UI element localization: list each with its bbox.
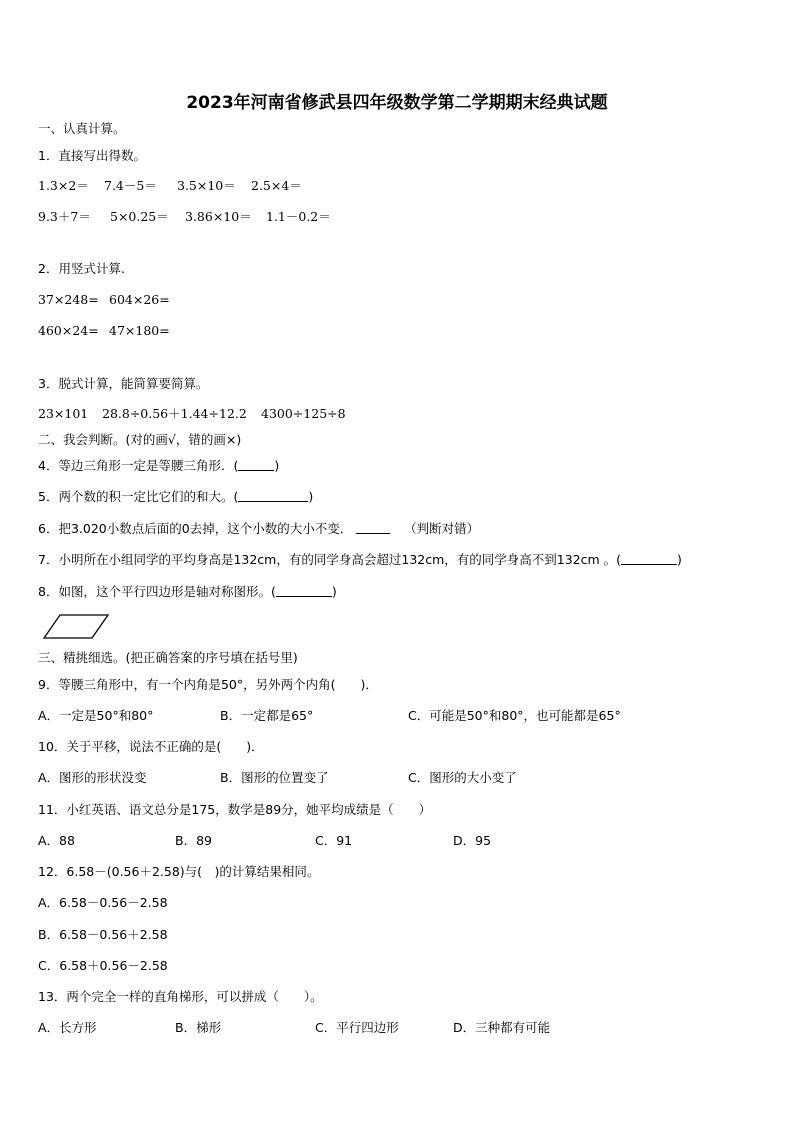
q10-option-c[interactable]: C．图形的大小变了: [408, 770, 517, 785]
section-3-heading: 三、精挑细选。(把正确答案的序号填在括号里): [38, 650, 298, 665]
q8: [38, 584, 337, 600]
q6-text: 6．把3.020小数点后面的0去掉，这个小数的大小不变．: [38, 521, 353, 536]
q9-stem: 9．等腰三角形中，有一个内角是50°，另外两个内角( )．: [38, 677, 378, 692]
q10-option-a[interactable]: A．图形的形状没变: [38, 770, 147, 785]
q6-answer-blank[interactable]: [356, 521, 390, 534]
parallelogram-figure: [40, 612, 112, 642]
q13-stem: 13．两个完全一样的直角梯形，可以拼成（ ）。: [38, 989, 323, 1004]
q2-row-2: [38, 323, 170, 339]
q11-options: [38, 833, 491, 849]
q2-item: 604×26=: [109, 292, 170, 307]
q5-text: 5．两个数的积一定比它们的和大。(: [38, 489, 239, 504]
q6: [38, 521, 479, 537]
q1-row-1: [38, 178, 302, 194]
q11-option-d[interactable]: D．95: [453, 833, 492, 848]
q13-option-a[interactable]: A．长方形: [38, 1020, 97, 1035]
q12-option-c[interactable]: C．6.58＋0.56－2.58: [38, 958, 168, 973]
q4: [38, 458, 279, 474]
q8-answer-blank[interactable]: [276, 584, 332, 597]
q5-end: ): [308, 489, 314, 504]
q5-answer-blank[interactable]: [238, 489, 308, 502]
q13-option-d[interactable]: D．三种都有可能: [453, 1020, 551, 1035]
q2-item: 47×180=: [109, 323, 170, 338]
q9-options: [38, 708, 621, 724]
q13-options: [38, 1020, 550, 1036]
q10-option-b[interactable]: B．图形的位置变了: [220, 770, 329, 785]
q12-option-b[interactable]: B．6.58－0.56＋2.58: [38, 927, 168, 942]
q8-end: ): [331, 584, 337, 599]
q12-stem: 12．6.58－(0.56＋2.58)与( )的计算结果相同。: [38, 864, 320, 879]
q12-option-a[interactable]: A．6.58－0.56－2.58: [38, 895, 168, 910]
q1-item: 7.4－5＝: [104, 178, 157, 193]
q7-end: ): [677, 552, 682, 567]
q10-stem: 10．关于平移，说法不正确的是( )．: [38, 739, 264, 754]
q2-item: 37×248=: [38, 292, 99, 307]
q11-option-c[interactable]: C．91: [315, 833, 353, 848]
q2-stem: 2．用竖式计算.: [38, 261, 125, 276]
q3-item: 4300÷125÷8: [261, 406, 346, 421]
q1-item: 1.3×2＝: [38, 178, 89, 193]
q8-text: 8．如图，这个平行四边形是轴对称图形。(: [38, 584, 276, 599]
q1-item: 9.3＋7＝: [38, 209, 91, 224]
q9-option-a[interactable]: A．一定是50°和80°: [38, 708, 154, 723]
q2-row-1: [38, 292, 170, 308]
q7-text: 7．小明所在小组同学的平均身高是132cm，有的同学身高会超过132cm，有的同学身高不到132cm 。(: [38, 552, 622, 567]
q1-item: 3.86×10＝: [185, 209, 252, 224]
q1-item: 2.5×4＝: [251, 178, 302, 193]
q4-text: 4．等边三角形一定是等腰三角形．(: [38, 458, 239, 473]
q3-row-1: [38, 406, 346, 422]
q7: [38, 552, 682, 568]
q11-stem: 11．小红英语、语文总分是175，数学是89分，她平均成绩是（ ）: [38, 802, 432, 817]
q3-item: 28.8÷0.56＋1.44÷12.2: [102, 406, 247, 421]
section-1-heading: 一、认真计算。: [38, 121, 126, 136]
q1-row-2: [38, 209, 331, 225]
q5: [38, 489, 313, 505]
q1-stem: 1．直接写出得数。: [38, 148, 146, 163]
q3-stem: 3．脱式计算，能简算要简算。: [38, 376, 209, 391]
q11-option-b[interactable]: B．89: [175, 833, 212, 848]
q7-answer-blank[interactable]: [621, 552, 677, 565]
q13-option-b[interactable]: B．梯形: [175, 1020, 222, 1035]
q1-item: 3.5×10＝: [177, 178, 236, 193]
q4-end: ): [274, 458, 280, 473]
q4-answer-blank[interactable]: [238, 458, 274, 471]
q1-item: 5×0.25＝: [110, 209, 169, 224]
q1-item: 1.1－0.2＝: [266, 209, 331, 224]
q10-options: [38, 770, 517, 786]
page-title: 2023年河南省修武县四年级数学第二学期期末经典试题: [186, 93, 608, 113]
q13-option-c[interactable]: C．平行四边形: [315, 1020, 399, 1035]
q3-item: 23×101: [38, 406, 89, 421]
q9-option-c[interactable]: C．可能是50°和80°，也可能都是65°: [408, 708, 621, 723]
q2-item: 460×24=: [38, 323, 99, 338]
q11-option-a[interactable]: A．88: [38, 833, 75, 848]
q9-option-b[interactable]: B．一定都是65°: [220, 708, 314, 723]
q6-end: （判断对错）: [404, 521, 480, 536]
section-2-heading: 二、我会判断。(对的画√，错的画×): [38, 432, 242, 447]
